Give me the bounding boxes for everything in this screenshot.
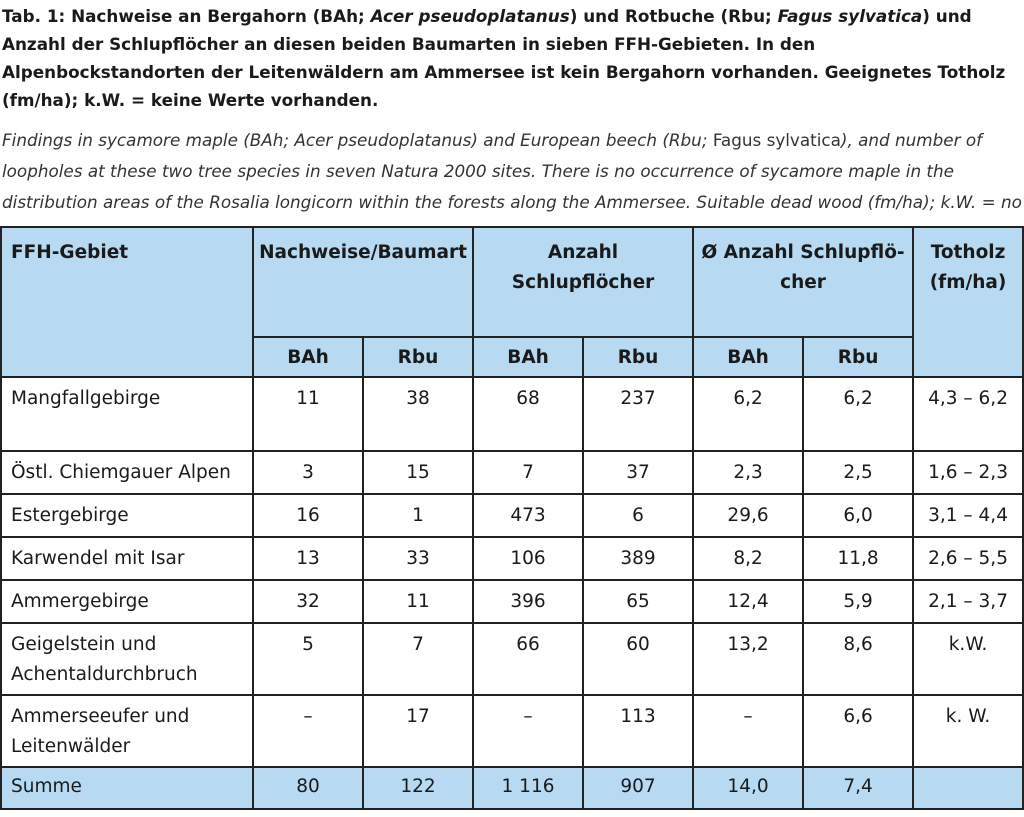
subheader-rbu: Rbu xyxy=(583,337,693,377)
sum-label: Summe xyxy=(1,767,253,809)
subheader-bah: BAh xyxy=(473,337,583,377)
cell-value: 8,2 xyxy=(693,537,803,580)
cell-value: 15 xyxy=(363,451,473,494)
cell-value: 37 xyxy=(583,451,693,494)
cell-value: 7 xyxy=(363,623,473,695)
cell-value: 16 xyxy=(253,494,363,537)
cell-value: 17 xyxy=(363,695,473,767)
table-row xyxy=(1,537,1023,580)
cell-value: 2,1 – 3,7 xyxy=(913,580,1023,623)
cell-value: k. W. xyxy=(913,695,1023,767)
sum-value: 1 116 xyxy=(473,767,583,809)
cell-value: 8,6 xyxy=(803,623,913,695)
header-avg-schlupfloecher: Ø Anzahl Schlupflö-cher xyxy=(693,227,913,337)
cell-value: 389 xyxy=(583,537,693,580)
cell-value: 2,6 – 5,5 xyxy=(913,537,1023,580)
cell-value: 11 xyxy=(253,377,363,451)
sum-value: 14,0 xyxy=(693,767,803,809)
cell-value: 60 xyxy=(583,623,693,695)
cell-value: 33 xyxy=(363,537,473,580)
cell-value: 106 xyxy=(473,537,583,580)
cell-value: 7 xyxy=(473,451,583,494)
cell-value: – xyxy=(253,695,363,767)
row-name: Geigelstein und Achentaldurchbruch xyxy=(1,623,253,695)
cell-value: 11 xyxy=(363,580,473,623)
table-header xyxy=(1,227,1023,377)
cell-value: 6,6 xyxy=(803,695,913,767)
table-row xyxy=(1,623,1023,695)
cell-value: 11,8 xyxy=(803,537,913,580)
cell-value: 68 xyxy=(473,377,583,451)
cell-value: 38 xyxy=(363,377,473,451)
caption-en-species: Fagus sylvatica xyxy=(712,130,841,150)
row-name: Östl. Chiemgauer Alpen xyxy=(1,451,253,494)
cell-value: 1 xyxy=(363,494,473,537)
cell-value: 6,0 xyxy=(803,494,913,537)
row-name: Mangfallgebirge xyxy=(1,377,253,451)
table-body xyxy=(1,377,1023,767)
table-caption-german xyxy=(2,2,1022,114)
data-table xyxy=(0,226,1024,810)
row-name: Ammergebirge xyxy=(1,580,253,623)
cell-value: 6,2 xyxy=(693,377,803,451)
cell-value: 396 xyxy=(473,580,583,623)
row-name: Ammerseeufer und Leitenwälder xyxy=(1,695,253,767)
cell-value: 65 xyxy=(583,580,693,623)
cell-value: 13 xyxy=(253,537,363,580)
caption-en-part2: ), and number of loopholes at these two tree species in seven Natura 2000 sites. There is no occurrence of sycamore maple in the distribution areas of the Rosalia longicorn within the forests along the Ammersee. Suitable dead wood (fm/ha); k.W. = no xyxy=(2,130,1022,212)
subheader-bah: BAh xyxy=(693,337,803,377)
sum-value: 122 xyxy=(363,767,473,809)
header-ffh-gebiet: FFH-Gebiet xyxy=(1,227,253,377)
cell-value: 5 xyxy=(253,623,363,695)
cell-value: – xyxy=(693,695,803,767)
table-row xyxy=(1,451,1023,494)
caption-de-species2: Fagus sylvatica xyxy=(777,6,923,26)
cell-value: k.W. xyxy=(913,623,1023,695)
sum-value xyxy=(913,767,1023,809)
caption-de-species1: Acer pseudoplatanus xyxy=(370,6,570,26)
cell-value: 473 xyxy=(473,494,583,537)
table-row xyxy=(1,494,1023,537)
table-row xyxy=(1,377,1023,451)
sum-value: 7,4 xyxy=(803,767,913,809)
cell-value: 3 xyxy=(253,451,363,494)
caption-de-part2: ) und Rotbuche (Rbu; xyxy=(569,6,778,26)
cell-value: 66 xyxy=(473,623,583,695)
sum-row xyxy=(1,767,1023,809)
caption-de-part1: Tab. 1: Nachweise an Bergahorn (BAh; xyxy=(2,6,371,26)
cell-value: 4,3 – 6,2 xyxy=(913,377,1023,451)
table-row xyxy=(1,695,1023,767)
caption-en-part1: Findings in sycamore maple (BAh; Acer pseudoplatanus) and European beech (Rbu; xyxy=(2,130,713,150)
header-anzahl-schlupfloecher: Anzahl Schlupflöcher xyxy=(473,227,693,337)
subheader-rbu: Rbu xyxy=(363,337,473,377)
subheader-bah: BAh xyxy=(253,337,363,377)
caption-de-part3: ) und Anzahl der Schlupflöcher an diesen beiden Baumarten in sieben FFH-Gebieten. In den Alpenbockstandorten der Leitenwäldern am Ammersee ist kein Bergahorn vorhanden. Geeignetes Totholz (fm/ha); k.W. = keine Werte vorhanden. xyxy=(2,6,1006,110)
cell-value: 1,6 – 2,3 xyxy=(913,451,1023,494)
row-name: Karwendel mit Isar xyxy=(1,537,253,580)
table-footer xyxy=(1,767,1023,809)
cell-value: 6 xyxy=(583,494,693,537)
cell-value: – xyxy=(473,695,583,767)
cell-value: 3,1 – 4,4 xyxy=(913,494,1023,537)
cell-value: 5,9 xyxy=(803,580,913,623)
cell-value: 13,2 xyxy=(693,623,803,695)
sum-value: 80 xyxy=(253,767,363,809)
cell-value: 29,6 xyxy=(693,494,803,537)
table-row xyxy=(1,580,1023,623)
cell-value: 113 xyxy=(583,695,693,767)
row-name: Estergebirge xyxy=(1,494,253,537)
subheader-rbu: Rbu xyxy=(803,337,913,377)
header-nachweise: Nachweise/Baumart xyxy=(253,227,473,337)
cell-value: 6,2 xyxy=(803,377,913,451)
cell-value: 2,5 xyxy=(803,451,913,494)
cell-value: 12,4 xyxy=(693,580,803,623)
cell-value: 2,3 xyxy=(693,451,803,494)
cell-value: 32 xyxy=(253,580,363,623)
header-totholz: Totholz (fm/ha) xyxy=(913,227,1023,377)
sum-value: 907 xyxy=(583,767,693,809)
cell-value: 237 xyxy=(583,377,693,451)
